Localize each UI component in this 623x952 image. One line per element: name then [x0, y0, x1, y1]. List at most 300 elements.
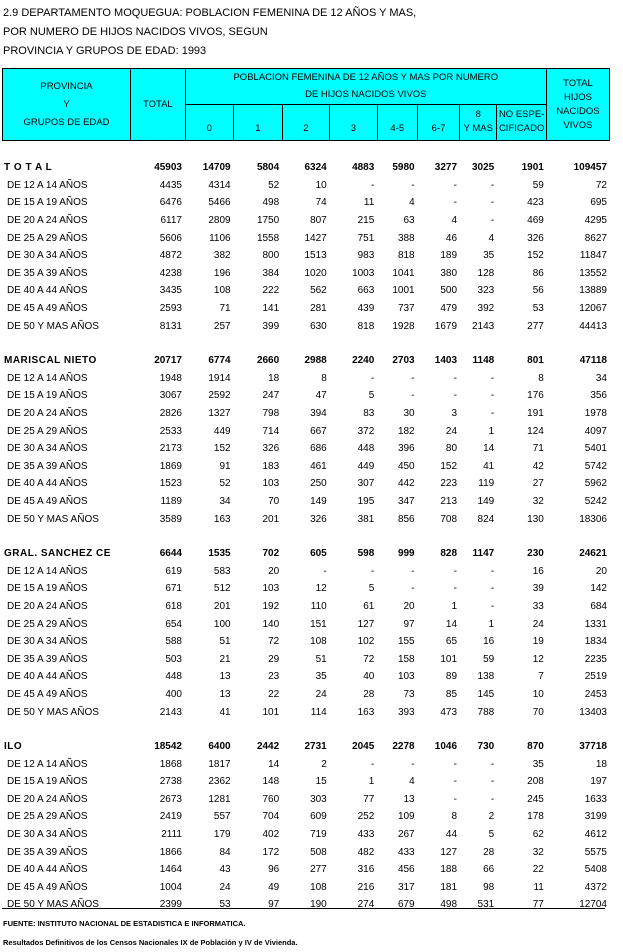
table-cell: 188: [440, 864, 458, 876]
age-group-row: [2, 896, 610, 914]
table-cell: 498: [262, 197, 280, 209]
province-total-row: [2, 159, 610, 177]
table-cell: 47: [315, 390, 327, 402]
province-total-cell: 1046: [434, 741, 458, 753]
table-cell: 12: [532, 653, 544, 665]
table-cell: -: [490, 600, 495, 612]
province-total-cell: 730: [477, 741, 495, 753]
table-cell: 141: [262, 303, 280, 315]
province-total-cell: 3277: [434, 162, 458, 174]
table-cell: 15: [315, 776, 327, 788]
table-cell: -: [370, 758, 375, 770]
table-cell: 1817: [208, 758, 231, 770]
table-cell: 12704: [579, 899, 607, 911]
table-cell: -: [453, 390, 458, 402]
table-cell: 1633: [584, 793, 607, 805]
table-cell: 562: [310, 285, 327, 297]
table-cell: 1834: [584, 636, 607, 648]
table-cell: 91: [219, 460, 231, 472]
header-col-0: 0: [185, 105, 234, 141]
table-cell: 1020: [304, 267, 327, 279]
table-cell: 2809: [208, 215, 231, 227]
province-name: MARISCAL NIETO: [4, 355, 97, 367]
table-cell: 3589: [159, 513, 182, 525]
table-cell: 201: [213, 600, 231, 612]
table-cell: 84: [219, 846, 231, 858]
table-cell: 737: [397, 303, 415, 315]
province-total-cell: 605: [310, 548, 327, 560]
table-cell: 119: [478, 478, 495, 490]
age-group-label: DE 20 A 24 AÑOS: [7, 215, 88, 227]
table-cell: 1464: [159, 864, 182, 876]
table-cell: -: [411, 565, 415, 577]
table-cell: 2592: [208, 390, 231, 402]
table-cell: 760: [262, 793, 280, 805]
table-header: [2, 68, 610, 141]
data-table: [2, 159, 610, 914]
header-group: [185, 69, 546, 105]
age-group-row: [2, 247, 610, 265]
table-cell: 40: [363, 671, 375, 683]
table-cell: 152: [440, 460, 458, 472]
table-cell: 13: [219, 688, 231, 700]
table-cell: 281: [310, 303, 327, 315]
table-cell: 35: [483, 250, 495, 262]
table-cell: 18: [595, 758, 607, 770]
table-cell: 2738: [159, 776, 182, 788]
province-total-cell: 6774: [208, 355, 231, 367]
header-provincia-line-2: Y: [63, 98, 70, 110]
table-cell: 33: [532, 600, 544, 612]
table-cell: 274: [357, 899, 375, 911]
table-cell: 18: [268, 372, 280, 384]
table-cell: 461: [310, 460, 327, 472]
table-cell: -: [490, 390, 495, 402]
province-total-cell: 1901: [521, 162, 544, 174]
age-group-label: DE 12 A 14 AÑOS: [7, 372, 88, 384]
table-cell: 85: [445, 688, 458, 700]
age-group-label: DE 15 A 19 AÑOS: [7, 197, 88, 209]
table-cell: 20: [268, 565, 280, 577]
table-cell: 145: [477, 688, 495, 700]
table-cell: 399: [262, 320, 280, 332]
table-cell: 62: [532, 829, 544, 841]
table-cell: 89: [445, 671, 458, 683]
table-cell: 1189: [160, 495, 182, 507]
table-cell: 1041: [392, 267, 415, 279]
table-cell: -: [453, 758, 458, 770]
title-line-1: 2.9 DEPARTAMENTO MOQUEGUA: POBLACION FEMENINA DE 12 AÑOS Y MAS,: [3, 7, 417, 19]
header-col8-line-1: 8: [475, 109, 481, 120]
header-noesp-line-2: CIFICADO: [498, 123, 545, 134]
table-cell: 663: [357, 285, 375, 297]
table-cell: 531: [477, 899, 495, 911]
age-group-label: DE 45 A 49 AÑOS: [7, 495, 88, 507]
table-cell: 21: [219, 653, 231, 665]
table-cell: 326: [310, 513, 327, 525]
table-cell: 317: [397, 881, 415, 893]
table-cell: 257: [213, 320, 231, 332]
table-cell: 13889: [579, 285, 607, 297]
table-cell: 151: [310, 618, 327, 630]
table-cell: 588: [165, 636, 182, 648]
table-cell: 35: [315, 671, 327, 683]
table-cell: 2673: [159, 793, 182, 805]
age-group-row: [2, 493, 610, 511]
province-total-cell: 18542: [154, 741, 182, 753]
table-cell: 181: [440, 881, 458, 893]
table-cell: 1868: [159, 758, 182, 770]
header-noesp-line-1: NO ESPE-: [498, 109, 545, 120]
table-cell: -: [490, 372, 495, 384]
age-group-label: DE 40 A 44 AÑOS: [7, 285, 88, 297]
table-cell: 3: [451, 408, 458, 420]
table-cell: 8: [451, 811, 458, 823]
table-cell: 215: [357, 215, 375, 227]
table-cell: 13: [219, 671, 231, 683]
province-total-cell: 6324: [304, 162, 327, 174]
age-group-label: DE 20 A 24 AÑOS: [7, 793, 88, 805]
header-col-4-5: 4-5: [377, 105, 417, 141]
table-cell: 46: [445, 232, 458, 244]
age-group-label: DE 12 A 14 AÑOS: [7, 179, 88, 191]
table-cell: 818: [357, 320, 375, 332]
table-cell: 400: [165, 688, 182, 700]
table-cell: 856: [397, 513, 415, 525]
table-cell: 96: [268, 864, 280, 876]
table-cell: 152: [213, 443, 231, 455]
table-cell: 183: [262, 460, 280, 472]
province-total-cell: 2045: [352, 741, 375, 753]
table-cell: -: [453, 179, 458, 191]
age-group-row: [2, 440, 610, 458]
table-cell: 2143: [471, 320, 495, 332]
table-cell: 97: [268, 899, 280, 911]
table-cell: 267: [397, 829, 415, 841]
table-cell: 28: [363, 688, 375, 700]
table-cell: 393: [397, 706, 415, 718]
table-cell: 508: [310, 846, 327, 858]
header-total: TOTAL: [130, 69, 185, 141]
table-cell: 14: [268, 758, 280, 770]
table-cell: 11847: [579, 250, 607, 262]
age-group-row: [2, 265, 610, 283]
table-cell: 14: [445, 618, 458, 630]
table-cell: 1948: [159, 372, 182, 384]
table-cell: 686: [310, 443, 327, 455]
table-cell: 20: [595, 565, 607, 577]
table-cell: 77: [532, 899, 544, 911]
table-cell: 73: [403, 688, 415, 700]
header-provincia-line-1: PROVINCIA: [40, 80, 93, 92]
table-cell: 5575: [584, 846, 607, 858]
age-group-row: [2, 317, 610, 335]
table-cell: -: [453, 776, 458, 788]
age-group-row: [2, 458, 610, 476]
table-cell: 20: [403, 600, 415, 612]
table-cell: 381: [357, 513, 375, 525]
table-cell: 124: [527, 425, 544, 437]
table-cell: 70: [268, 495, 280, 507]
age-group-label: DE 35 A 39 AÑOS: [7, 267, 88, 279]
age-group-label: DE 35 A 39 AÑOS: [7, 653, 88, 665]
province-total-cell: 702: [262, 548, 280, 560]
age-group-row: [2, 826, 610, 844]
age-group-label: DE 45 A 49 AÑOS: [7, 688, 88, 700]
table-cell: 1523: [159, 478, 182, 490]
age-group-label: DE 30 A 34 AÑOS: [7, 829, 88, 841]
header-hijos-line-4: VIVOS: [563, 119, 593, 131]
table-cell: 671: [165, 583, 182, 595]
footer-divider: [2, 908, 605, 909]
table-cell: 59: [483, 653, 495, 665]
table-cell: 4872: [159, 250, 182, 262]
header-hijos-line-1: TOTAL: [563, 77, 593, 89]
table-cell: 402: [262, 829, 280, 841]
table-cell: 42: [532, 460, 544, 472]
table-cell: 223: [440, 478, 458, 490]
table-cell: 469: [527, 215, 544, 227]
table-cell: 719: [310, 829, 327, 841]
province-total-cell: 230: [527, 548, 544, 560]
table-cell: 8: [538, 372, 544, 384]
table-cell: 394: [310, 408, 327, 420]
table-cell: -: [490, 179, 495, 191]
table-cell: 5242: [584, 495, 607, 507]
table-cell: 456: [397, 864, 415, 876]
table-cell: 4: [409, 197, 415, 209]
table-cell: 14: [483, 443, 495, 455]
table-cell: 192: [262, 600, 280, 612]
table-cell: 11: [363, 197, 375, 209]
table-cell: 72: [363, 653, 375, 665]
table-cell: 65: [445, 636, 458, 648]
header-col-8-mas: [460, 105, 497, 141]
table-cell: 163: [213, 513, 231, 525]
table-cell: 1513: [304, 250, 327, 262]
table-cell: 189: [440, 250, 458, 262]
table-cell: 8627: [584, 232, 607, 244]
table-cell: 388: [397, 232, 415, 244]
table-cell: 103: [262, 478, 280, 490]
table-cell: 149: [477, 495, 495, 507]
province-total-cell: 37718: [579, 741, 607, 753]
table-cell: 13403: [579, 706, 607, 718]
table-cell: 3199: [584, 811, 607, 823]
table-cell: 4314: [208, 179, 231, 191]
table-cell: 51: [219, 636, 231, 648]
table-cell: 98: [483, 881, 495, 893]
table-cell: 382: [213, 250, 231, 262]
table-cell: 619: [165, 565, 182, 577]
table-cell: 108: [310, 881, 327, 893]
table-cell: 4: [451, 215, 458, 227]
table-cell: 396: [397, 443, 415, 455]
table-cell: 13: [403, 793, 415, 805]
table-cell: 1327: [208, 408, 231, 420]
table-cell: 7: [538, 671, 544, 683]
header-total-hijos: [546, 69, 609, 141]
table-cell: -: [490, 197, 495, 209]
province-total-cell: 2703: [392, 355, 415, 367]
age-group-row: [2, 703, 610, 721]
table-cell: 4435: [159, 179, 182, 191]
table-cell: 5: [488, 829, 495, 841]
table-cell: 24: [315, 688, 327, 700]
table-cell: 39: [532, 583, 544, 595]
table-cell: 44: [445, 829, 458, 841]
age-group-label: DE 30 A 34 AÑOS: [7, 250, 88, 262]
age-group-row: [2, 177, 610, 195]
age-group-row: [2, 562, 610, 580]
table-cell: 439: [357, 303, 375, 315]
table-cell: -: [453, 793, 458, 805]
table-cell: 59: [532, 179, 544, 191]
table-cell: 323: [477, 285, 495, 297]
table-cell: 128: [477, 267, 495, 279]
age-group-row: [2, 598, 610, 616]
table-cell: 213: [440, 495, 458, 507]
table-cell: 433: [357, 829, 375, 841]
header-col-6-7: 6-7: [417, 105, 459, 141]
footer: [3, 914, 298, 952]
province-total-cell: 598: [357, 548, 375, 560]
header-hijos-line-2: HIJOS: [563, 91, 592, 103]
table-cell: 5408: [584, 864, 607, 876]
table-cell: 798: [262, 408, 280, 420]
table-cell: -: [411, 372, 415, 384]
table-cell: 201: [262, 513, 280, 525]
age-group-row: [2, 405, 610, 423]
province-total-cell: 2442: [256, 741, 280, 753]
table-cell: 247: [262, 390, 280, 402]
table-cell: 1750: [256, 215, 280, 227]
table-cell: -: [453, 372, 458, 384]
age-group-row: [2, 370, 610, 388]
table-body: [2, 159, 610, 914]
table-cell: 1003: [352, 267, 375, 279]
age-group-label: DE 25 A 29 AÑOS: [7, 618, 88, 630]
table-cell: 71: [219, 303, 231, 315]
table-cell: 41: [219, 706, 231, 718]
age-group-label: DE 30 A 34 AÑOS: [7, 636, 88, 648]
table-cell: 155: [397, 636, 415, 648]
table-cell: -: [370, 372, 375, 384]
table-cell: 86: [532, 267, 544, 279]
table-cell: 22: [268, 688, 280, 700]
table-cell: 1866: [159, 846, 182, 858]
table-cell: 1331: [584, 618, 607, 630]
table-cell: 24: [532, 618, 544, 630]
table-cell: 583: [213, 565, 231, 577]
table-cell: 1: [488, 618, 495, 630]
table-cell: 140: [262, 618, 280, 630]
age-group-row: [2, 300, 610, 318]
table-cell: 10: [532, 688, 544, 700]
table-cell: 3067: [159, 390, 182, 402]
table-cell: 1928: [392, 320, 415, 332]
province-total-cell: 870: [527, 741, 544, 753]
table-cell: 684: [590, 600, 607, 612]
table-cell: 127: [357, 618, 375, 630]
table-cell: 482: [357, 846, 375, 858]
table-cell: 380: [440, 267, 458, 279]
province-total-cell: 1147: [472, 548, 495, 560]
table-cell: 423: [527, 197, 544, 209]
table-cell: 695: [590, 197, 607, 209]
table-cell: 1558: [256, 232, 280, 244]
age-group-label: DE 25 A 29 AÑOS: [7, 425, 88, 437]
table-cell: 1001: [392, 285, 415, 297]
province-name: ILO: [4, 741, 23, 753]
table-cell: 1914: [208, 372, 231, 384]
age-group-row: [2, 510, 610, 528]
table-cell: 326: [262, 443, 280, 455]
table-cell: 442: [397, 478, 415, 490]
province-total-cell: 1148: [472, 355, 495, 367]
table-cell: 2419: [159, 811, 182, 823]
age-group-label: DE 30 A 34 AÑOS: [7, 443, 88, 455]
table-cell: 788: [477, 706, 495, 718]
province-total-cell: 6644: [159, 548, 182, 560]
table-cell: 818: [397, 250, 415, 262]
table-cell: 109: [397, 811, 415, 823]
table-cell: 500: [440, 285, 458, 297]
table-cell: 303: [310, 793, 327, 805]
table-cell: 8131: [159, 320, 182, 332]
table-cell: 2235: [584, 653, 607, 665]
table-cell: 708: [440, 513, 458, 525]
table-cell: 4238: [159, 267, 182, 279]
table-cell: 392: [477, 303, 495, 315]
header-group-line-1: POBLACION FEMENINA DE 12 AÑOS Y MAS POR NUMERO: [233, 72, 499, 83]
footer-source: FUENTE: INSTITUTO NACIONAL DE ESTADISTICA E INFORMATICA.: [3, 919, 246, 928]
age-group-row: [2, 387, 610, 405]
table-cell: 2453: [584, 688, 607, 700]
table-cell: 449: [357, 460, 375, 472]
age-group-row: [2, 212, 610, 230]
table-cell: 277: [527, 320, 544, 332]
table-cell: -: [370, 565, 375, 577]
table-cell: 142: [590, 583, 607, 595]
age-group-label: DE 12 A 14 AÑOS: [7, 565, 88, 577]
table-cell: -: [411, 390, 415, 402]
province-total-cell: 45903: [154, 162, 182, 174]
table-cell: 24: [445, 425, 458, 437]
table-cell: 222: [262, 285, 280, 297]
table-cell: -: [453, 583, 458, 595]
age-group-label: DE 15 A 19 AÑOS: [7, 776, 88, 788]
table-cell: 66: [483, 864, 495, 876]
table-cell: 28: [483, 846, 495, 858]
table-cell: 5401: [584, 443, 607, 455]
table-cell: 2519: [584, 671, 607, 683]
table-cell: 190: [310, 899, 327, 911]
province-total-cell: 1535: [208, 548, 231, 560]
table-cell: 191: [527, 408, 544, 420]
table-cell: 12: [315, 583, 327, 595]
province-total-cell: 5980: [392, 162, 415, 174]
province-total-row: [2, 545, 610, 563]
table-cell: 41: [483, 460, 495, 472]
table-cell: 34: [595, 372, 607, 384]
table-cell: 448: [357, 443, 375, 455]
table-cell: 5: [368, 583, 375, 595]
table-cell: 2362: [208, 776, 231, 788]
table-cell: 347: [397, 495, 415, 507]
table-cell: 618: [165, 600, 182, 612]
table-cell: 498: [440, 899, 458, 911]
